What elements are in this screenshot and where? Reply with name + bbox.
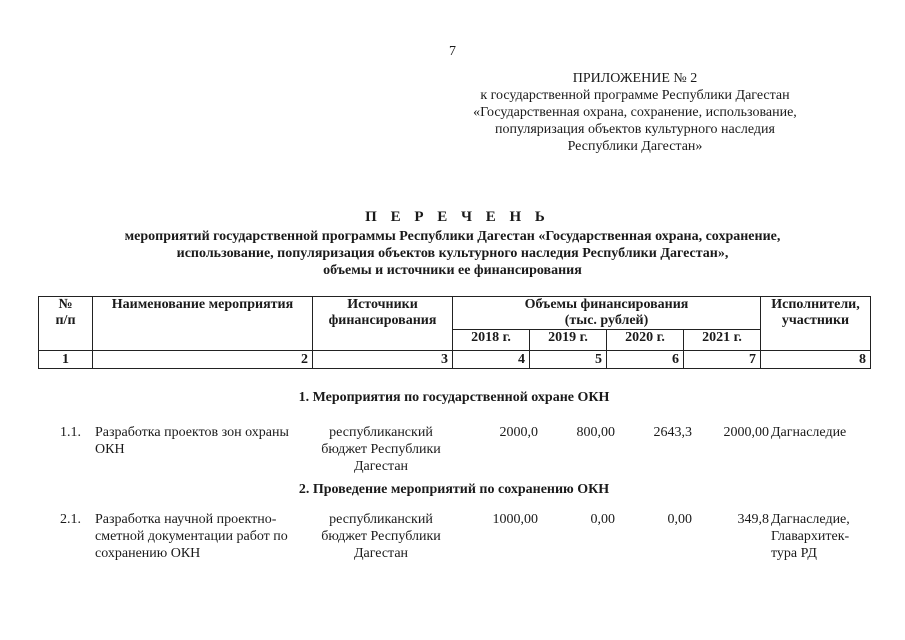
header-year: 2020 г. (607, 330, 684, 351)
financing-table-header (38, 296, 871, 369)
page-number: 7 (449, 44, 456, 59)
column-number: 4 (453, 351, 530, 369)
row-name-line: сметной документации работ по (95, 529, 288, 544)
header-source-line: финансирования (328, 313, 437, 328)
row-value-2021: 349,8 (737, 512, 769, 527)
header-num-line: п/п (55, 313, 76, 328)
subtitle-line: объемы и источники ее финансирования (323, 263, 582, 278)
row-value-2018: 1000,00 (492, 512, 538, 527)
header-executors-line: участники (781, 313, 850, 328)
header-num-line: № (58, 297, 73, 312)
document-title-block (0, 209, 905, 279)
header-executors (761, 297, 871, 351)
header-volumes-line: Объемы финансирования (524, 297, 689, 312)
row-source (311, 424, 451, 475)
table-row (38, 511, 870, 565)
header-year: 2021 г. (684, 330, 761, 351)
row-value-2019: 0,00 (590, 512, 615, 527)
row-number: 2.1. (60, 512, 81, 527)
column-number: 1 (39, 351, 93, 369)
appendix-line: популяризация объектов культурного наследия (495, 122, 775, 137)
row-source-line: Дагестан (353, 459, 409, 474)
header-name: Наименование мероприятия (93, 297, 313, 351)
row-value-2021: 2000,00 (723, 425, 769, 440)
row-source (311, 511, 451, 562)
row-value-2018: 2000,0 (499, 425, 538, 440)
appendix-line: «Государственная охрана, сохранение, использование, (473, 105, 797, 120)
row-executor-line: тура РД (771, 546, 817, 561)
row-executor (771, 511, 871, 562)
row-value-2019: 800,00 (576, 425, 615, 440)
row-executor (771, 424, 871, 441)
document-title: П Е Р Е Ч Е Н Ь (365, 209, 550, 225)
row-name-line: ОКН (95, 442, 125, 457)
row-source-line: бюджет Республики (321, 529, 441, 544)
appendix-line: к государственной программе Республики Дагестан (480, 88, 790, 103)
section-title: 2. Проведение мероприятий по сохранению ОКН (298, 482, 610, 497)
appendix-line: Республики Дагестан» (567, 139, 703, 154)
header-source-line: Источники (347, 297, 418, 312)
row-name (95, 424, 315, 458)
row-number: 1.1. (60, 425, 81, 440)
column-number: 7 (684, 351, 761, 369)
header-source (313, 297, 453, 351)
row-name-line: Разработка научной проектно- (95, 512, 277, 527)
column-number: 3 (313, 351, 453, 369)
row-name-line: Разработка проектов зон охраны (95, 425, 289, 440)
row-executor-line: Главархитек- (771, 529, 850, 544)
row-executor-line: Дагнаследие (771, 425, 847, 440)
header-year: 2018 г. (453, 330, 530, 351)
row-value-2020: 2643,3 (653, 425, 692, 440)
row-source-line: бюджет Республики (321, 442, 441, 457)
row-source-line: республиканский (329, 425, 433, 440)
appendix-header (440, 70, 830, 155)
column-number: 8 (761, 351, 871, 369)
row-executor-line: Дагнаследие, (771, 512, 850, 527)
row-value-2020: 0,00 (667, 512, 692, 527)
column-number: 5 (530, 351, 607, 369)
header-year: 2019 г. (530, 330, 607, 351)
header-volumes (453, 297, 761, 330)
column-number: 6 (607, 351, 684, 369)
row-name-line: сохранению ОКН (95, 546, 201, 561)
header-volumes-line: (тыс. рублей) (564, 313, 649, 328)
table-row (38, 424, 870, 476)
row-name (95, 511, 315, 562)
row-source-line: Дагестан (353, 546, 409, 561)
subtitle-line: мероприятий государственной программы Республики Дагестан «Государственная охрана, сохранение, (124, 229, 781, 244)
document-subtitle (0, 228, 905, 279)
subtitle-line: использование, популяризация объектов культурного наследия Республики Дагестан», (176, 246, 729, 261)
header-executors-line: Исполнители, (771, 297, 860, 312)
header-num (39, 297, 93, 351)
appendix-line: ПРИЛОЖЕНИЕ № 2 (572, 71, 698, 86)
section-title: 1. Мероприятия по государственной охране ОКН (298, 390, 610, 405)
column-number: 2 (93, 351, 313, 369)
row-source-line: республиканский (329, 512, 433, 527)
